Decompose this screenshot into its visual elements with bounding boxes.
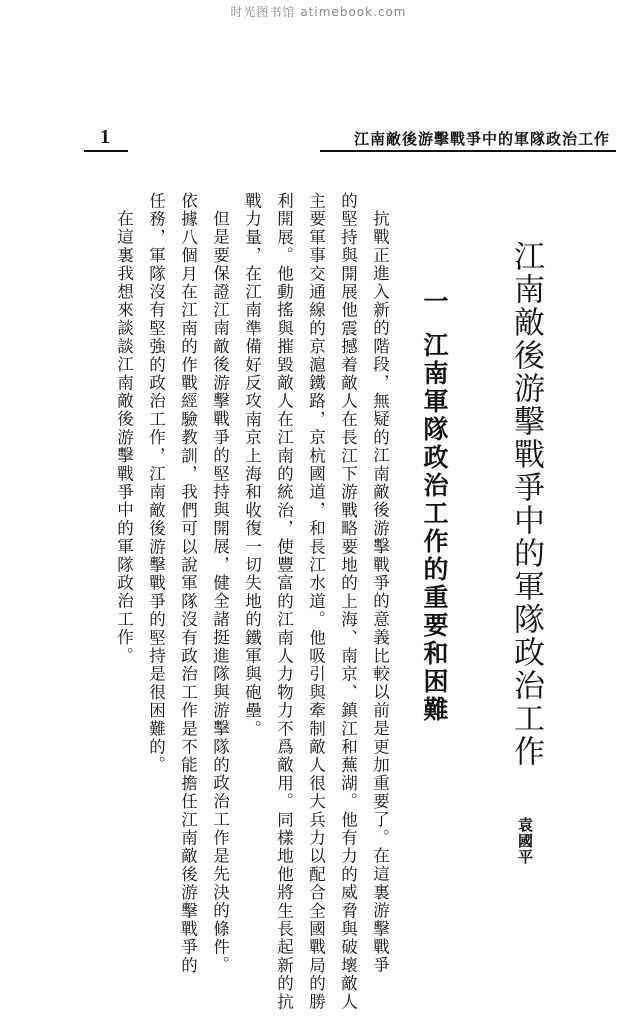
body-line: 抗戰正進入新的階段，無疑的江南敵後游擊戰爭的意義比較以前是更加重要了。在這裏游擊戰爭 xyxy=(370,210,390,975)
body-line: 主要軍事交通線的京滬鐵路，京杭國道，和長江水道。他吸引與牽制敵人很大兵力以配合全國戰局的勝 xyxy=(306,192,326,1011)
page-number-rule xyxy=(84,150,128,152)
body-line: 但是要保證江南敵後游擊戰爭的堅持與開展，健全諸挺進隊與游擊隊的政治工作是先決的條件。 xyxy=(210,210,230,975)
section-heading-text: 江南軍隊政治工作的重要和困難 xyxy=(420,332,449,724)
body-line: 的堅持與開展他震撼着敵人在長江下游戰略要地的上海、南京、鎮江和蕪湖。他有力的威脅與破壞敵人 xyxy=(338,192,358,1011)
watermark: 时光图书馆 atimebook.com xyxy=(230,5,407,19)
article-title: 江南敵後游擊戰爭中的軍隊政治工作 xyxy=(508,240,544,768)
section-heading xyxy=(422,288,447,888)
body-line: 利開展。他動搖與摧毀敵人在江南的統治，使豐富的江南人力物力不爲敵用。同樣地他將生長起新的抗 xyxy=(274,192,294,1011)
body-line: 任務，軍隊沒有堅強的政治工作，江南敵後游擊戰爭的堅持是很困難的。 xyxy=(146,192,166,775)
body-line: 在這裏我想來談談江南敵後游擊戰爭中的軍隊政治工作。 xyxy=(114,210,134,665)
body-line: 依據八個月在江南的作戰經驗教訓，我們可以說軍隊沒有政治工作是不能擔任江南敵後游擊戰爭的 xyxy=(178,192,198,975)
running-title-rule xyxy=(320,150,616,152)
page-number: 1 xyxy=(100,126,110,148)
body-line: 戰力量，在江南準備好反攻南京上海和收復一切失地的鐵軍與砲壘。 xyxy=(242,192,262,738)
section-number: 一 xyxy=(420,288,449,316)
running-title: 江南敵後游擊戰爭中的軍隊政治工作 xyxy=(353,130,610,148)
author-name: 袁國平 xyxy=(516,817,534,865)
